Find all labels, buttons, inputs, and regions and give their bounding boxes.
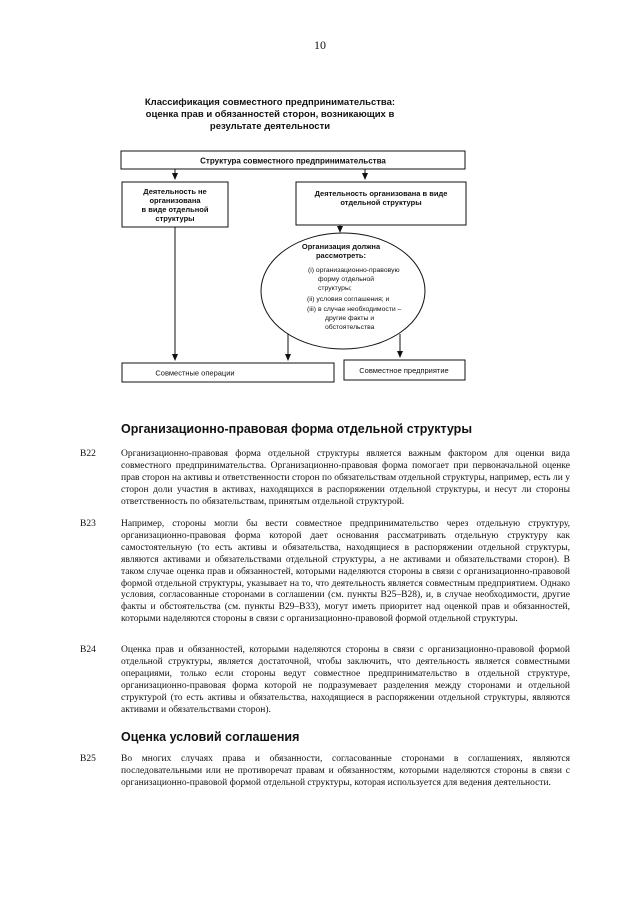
- ellipse-item-1: (i) организационно-правовую: [308, 267, 400, 274]
- paragraph-b24: [80, 645, 570, 716]
- paragraph-text: Организационно-правовая форма отдельной структуры является важным фактором для оценки вида совместного предпринимательства. Организационно-правовая форма помогает при первоначальной оценке прав сторон на активы и ответственности сторон по обязательствам отдельной структуры, например, есть ли у сторон доли участия в активах, находящихся в распоряжении отдельной структуры, и несут ли стороны ответственность по обязательствам, принятым отдельной структурой.: [121, 449, 570, 507]
- top-box-label: Структура совместного предпринимательства: [200, 156, 386, 166]
- section-heading: Организационно-правовая форма отдельной структуры: [121, 422, 472, 436]
- ellipse-item-2: форму отдельной: [318, 276, 375, 283]
- left-box-line-1: Деятельность не: [143, 187, 207, 196]
- paragraph-text: Например, стороны могли бы вести совместное предпринимательство через отдельную структуру, организационно-правовая форма которой дает основания рассматривать отдельную структуру как самостоятельную (то есть активы и обязательства, находящиеся в распоряжении отдельной структуры, являются активами и обязательствами отдельной структуры, а не активами и обязательствами сторон). В таком случае оценка прав и обязанностей, которыми наделяются стороны в связи с организационно-правовой формой отдельной структуры, указывает на то, что деятельность является совместным предприятием. Однако условия, согласованные сторонами в соглашении (см. пункты B25–B28), и, в случае необходимости, другие факты и обстоятельства (см. пункты B29–B33), могут иметь приоритет над оценкой прав и обязанностей, которыми наделяются стороны в связи с организационно-правовой формой отдельной структуры.: [121, 519, 570, 625]
- bottom-left-label: Совместные операции: [155, 368, 235, 378]
- ellipse-item-6: другие факты и: [325, 315, 375, 322]
- paragraph-b22: [80, 449, 570, 509]
- ellipse-item-7: обстоятельства: [325, 324, 375, 331]
- paragraph-b25: [80, 754, 570, 790]
- ellipse-item-5: (iii) в случае необходимости –: [307, 306, 402, 313]
- paragraph-number: B23: [80, 519, 96, 529]
- classification-diagram: [0, 0, 640, 400]
- right-box-line-2: отдельной структуры: [340, 198, 422, 207]
- left-box-line-4: структуры: [155, 214, 195, 223]
- paragraph-b23: [80, 519, 570, 626]
- figure-title: Классификация совместного предпринимательства: оценка прав и обязанностей сторон, возникающих в результате деятельности: [144, 97, 396, 132]
- paragraph-number: B22: [80, 449, 96, 459]
- ellipse-item-3: структуры;: [318, 285, 352, 292]
- ellipse-item-4: (ii) условия соглашения; и: [307, 296, 390, 303]
- page-number: 10: [314, 38, 326, 52]
- left-box-line-3: в виде отдельной: [141, 205, 209, 214]
- bottom-right-label: Совместное предприятие: [359, 366, 449, 375]
- paragraph-number: B25: [80, 754, 96, 764]
- paragraph-text: Во многих случаях права и обязанности, согласованные сторонами в соглашениях, являются последовательными или не противоречат правам и обязанностям, которыми наделяются стороны в связи с организационно-правовой формой отдельной структуры, которая используется для ведения деятельности.: [121, 754, 570, 788]
- right-box-line-1: Деятельность организована в виде: [314, 189, 448, 198]
- left-box-line-2: организована: [149, 196, 201, 205]
- ellipse-heading-2: рассмотреть:: [315, 251, 367, 260]
- paragraph-text: Оценка прав и обязанностей, которыми наделяются стороны в связи с организационно-правовой формой отдельной структуры, является достаточной, чтобы заключить, что деятельность является совместными операциями, только если стороны ведут совместное предпринимательство в отдельной структуре, организационно-правовая форма которой не подразумевает разделения между сторонами и отдельной структурой (то есть активы и обязательства, находящиеся в распоряжении отдельной структуры, являются активами и обязательствами сторон).: [121, 645, 570, 715]
- ellipse-heading-1: Организация должна: [301, 242, 381, 251]
- section-heading: Оценка условий соглашения: [121, 730, 300, 744]
- paragraph-number: B24: [80, 645, 96, 655]
